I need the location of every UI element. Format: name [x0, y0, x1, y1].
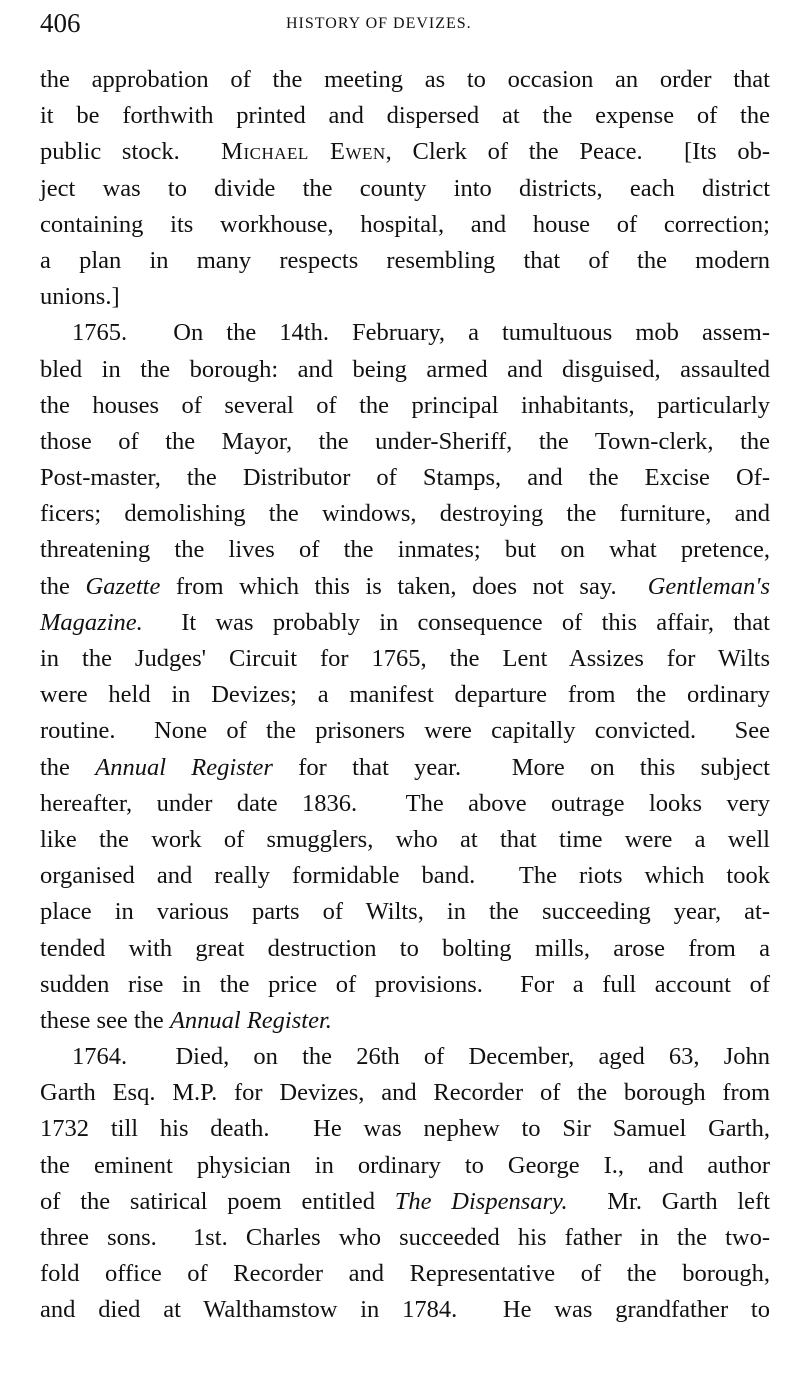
text-line: [40, 496, 770, 532]
text-segment: the houses of several of the principal inhabitants, particularly: [40, 391, 770, 419]
text-segment: bled in the borough: and being armed and disguised, assaulted: [40, 355, 770, 383]
italic-text: Gazette: [85, 572, 161, 600]
text-line: [40, 750, 770, 786]
book-page: [40, 0, 770, 1390]
text-segment: Garth Esq. M.P. for Devizes, and Recorder of the borough from: [40, 1079, 770, 1107]
text-segment: it be forthwith printed and dispersed at the expense of the: [40, 102, 770, 130]
text-segment: the: [40, 753, 96, 781]
text-line: [40, 641, 770, 677]
text-line: [40, 822, 770, 858]
text-segment: for that year. More on this subject: [272, 753, 770, 781]
text-line: [40, 388, 770, 424]
italic-text: Gentleman's: [647, 572, 771, 600]
text-segment: and died at Walthamstow in 1784. He was grandfather to: [40, 1296, 770, 1324]
text-segment: unions.]: [40, 283, 120, 311]
text-segment: Mr. Garth left: [567, 1187, 771, 1215]
text-line: [40, 569, 770, 605]
text-segment: threatening the lives of the inmates; but on what pretence,: [40, 536, 770, 564]
text-segment: from which this is taken, does not say.: [160, 572, 648, 600]
body-text: [40, 62, 770, 1329]
italic-text: Magazine.: [40, 608, 143, 636]
text-line: [40, 858, 770, 894]
text-segment: those of the Mayor, the under-Sheriff, the Town-clerk, the: [40, 427, 770, 455]
text-line: [40, 605, 770, 641]
text-segment: 1732 till his death. He was nephew to Sir Samuel Garth,: [40, 1115, 770, 1143]
italic-text: The Dispensary.: [394, 1187, 568, 1215]
text-line: [40, 62, 770, 98]
text-segment: ject was to divide the county into districts, each district: [40, 174, 770, 202]
text-segment: like the work of smugglers, who at that time were a well: [40, 825, 770, 853]
text-line: [40, 279, 770, 315]
text-line: [40, 1075, 770, 1111]
text-segment: ficers; demolishing the windows, destroying the furniture, and: [40, 500, 770, 528]
text-segment: 1764. Died, on the 26th of December, aged 63, John: [72, 1043, 770, 1071]
text-segment: three sons. 1st. Charles who succeeded his father in the two-: [40, 1224, 770, 1251]
text-line: [40, 424, 770, 460]
text-line: [40, 1256, 770, 1292]
text-line: [40, 1292, 770, 1328]
text-line: [40, 1184, 770, 1220]
text-line: [40, 134, 770, 170]
text-segment: of the satirical poem entitled: [40, 1187, 395, 1215]
text-line: [40, 315, 770, 351]
text-line: [40, 243, 770, 279]
text-line: [40, 713, 770, 749]
text-segment: 1765. On the 14th. February, a tumultuous mob assem-: [72, 319, 770, 347]
running-title: HISTORY OF DEVIZES.: [286, 15, 472, 32]
text-line: [40, 967, 770, 1003]
text-segment: these see the: [40, 1006, 170, 1034]
text-segment: the approbation of the meeting as to occasion an order that: [40, 66, 770, 93]
text-line: [40, 786, 770, 822]
text-line: [40, 207, 770, 243]
text-segment: a plan in many respects resembling that of the modern: [40, 246, 770, 274]
italic-text: Annual Register: [95, 753, 273, 781]
text-segment: were held in Devizes; a manifest departure from the ordinary: [40, 681, 770, 709]
text-line: [40, 931, 770, 967]
text-segment: fold office of Recorder and Representative of the borough,: [40, 1260, 770, 1288]
small-caps-text: Michael Ewen: [221, 138, 386, 166]
text-line: [40, 460, 770, 496]
text-segment: place in various parts of Wilts, in the succeeding year, at-: [40, 898, 770, 926]
italic-text: Annual Register.: [169, 1006, 332, 1034]
text-line: [40, 677, 770, 713]
text-segment: containing its workhouse, hospital, and house of correction;: [40, 210, 770, 238]
text-line: [40, 171, 770, 207]
text-line: [40, 1111, 770, 1147]
text-segment: organised and really formidable band. The riots which took: [40, 862, 770, 890]
page-number: 406: [40, 8, 81, 38]
text-line: [40, 532, 770, 568]
text-segment: tended with great destruction to bolting mills, arose from a: [40, 934, 770, 962]
text-segment: It was probably in consequence of this affair, that: [142, 608, 770, 636]
text-segment: the: [40, 572, 86, 600]
text-line: [40, 352, 770, 388]
text-segment: sudden rise in the price of provisions. For a full account of: [40, 970, 770, 998]
text-line: [40, 1148, 770, 1184]
text-segment: in the Judges' Circuit for 1765, the Lent Assizes for Wilts: [40, 645, 770, 672]
text-line: [40, 1039, 770, 1075]
text-segment: public stock.: [40, 138, 222, 166]
text-line: [40, 894, 770, 930]
text-segment: routine. None of the prisoners were capitally convicted. See: [40, 717, 770, 745]
text-segment: Post-master, the Distributor of Stamps, and the Excise Of-: [40, 464, 770, 492]
text-segment: hereafter, under date 1836. The above outrage looks very: [40, 789, 770, 817]
text-line: [40, 1003, 770, 1039]
text-line: [40, 98, 770, 134]
text-segment: the eminent physician in ordinary to George I., and author: [40, 1151, 770, 1179]
text-segment: , Clerk of the Peace. [Its ob-: [385, 138, 770, 166]
running-head: [40, 0, 770, 40]
text-line: [40, 1220, 770, 1256]
